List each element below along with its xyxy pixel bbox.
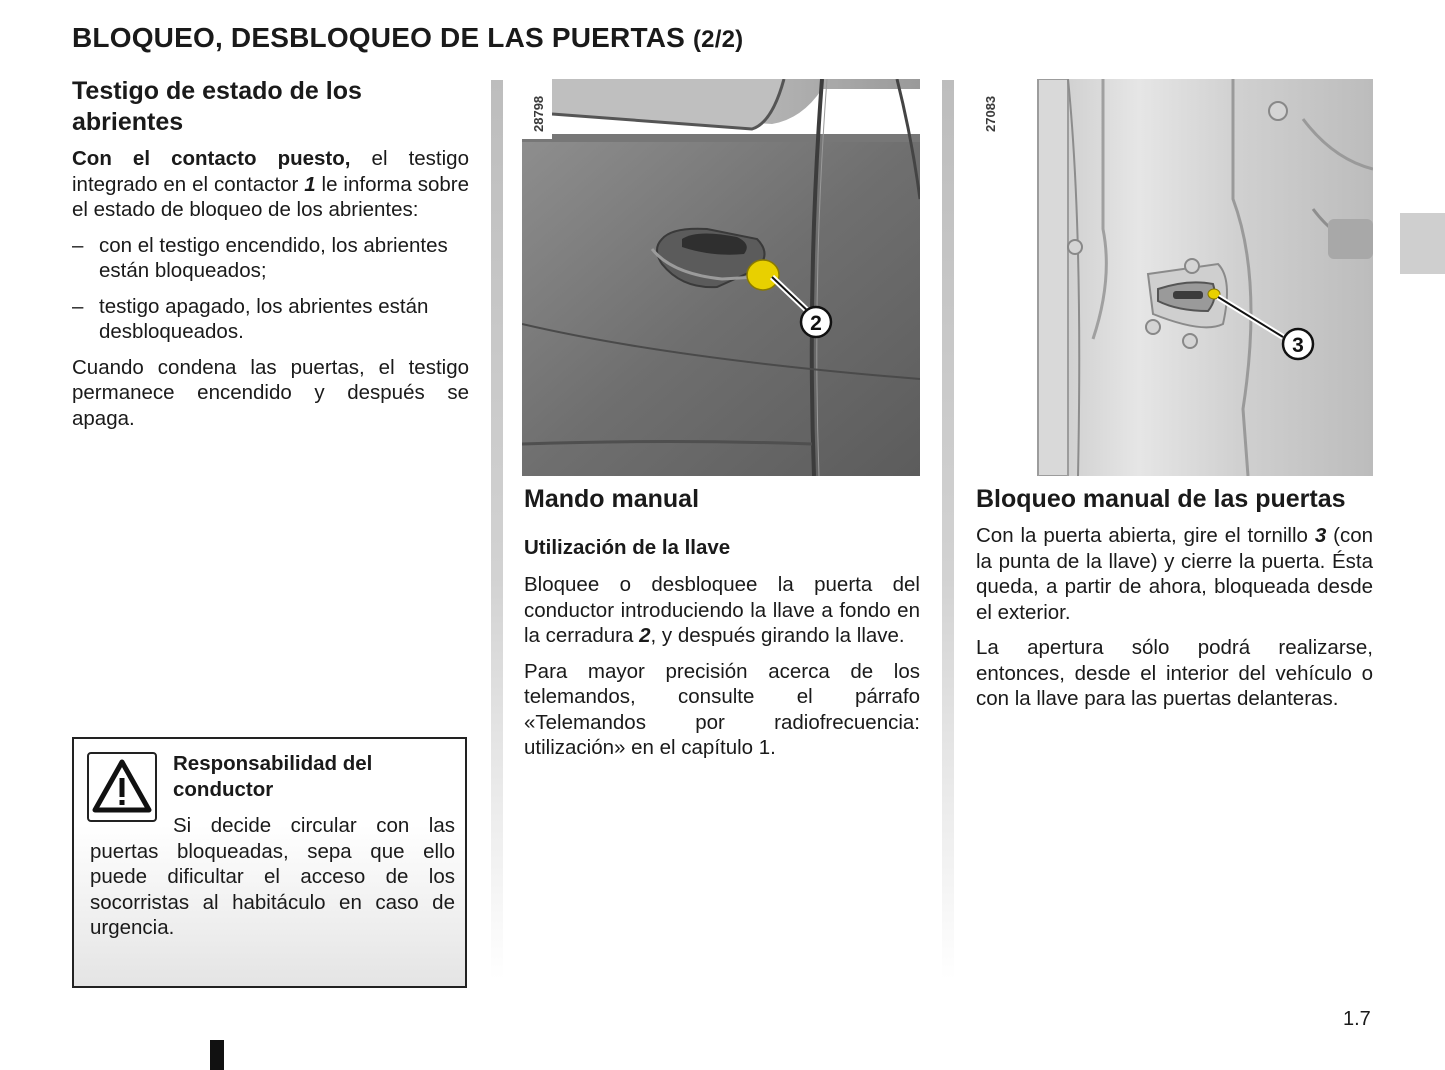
section-heading-manual: Mando manual bbox=[524, 485, 700, 513]
figure-door-lock bbox=[973, 79, 1373, 476]
lock-paragraph bbox=[976, 523, 1373, 625]
intro-paragraph bbox=[72, 146, 469, 223]
section-heading-status: Testigo de estado de los abrientes bbox=[72, 77, 362, 136]
remote-paragraph: Para mayor precisión acerca de los telemandos, consulte el párrafo «Telemandos por radiofrecuencia: utilización» en el capítulo 1. bbox=[524, 659, 920, 759]
column-status-indicator bbox=[72, 76, 469, 441]
door-lock-illustration bbox=[973, 79, 1373, 476]
page-title-main: BLOQUEO, DESBLOQUEO DE LAS PUERTAS bbox=[72, 22, 685, 53]
warning-box bbox=[72, 737, 467, 988]
page-number: 1.7 bbox=[1343, 1008, 1371, 1030]
warning-text: Si decide circular con las puertas bloqueadas, sepa que ello puede dificultar el acceso de los socorristas al habitáculo en caso de urgencia. bbox=[90, 814, 455, 939]
column-manual-lock bbox=[976, 484, 1373, 722]
section-body-status bbox=[72, 146, 469, 431]
warning-title: Responsabilidad del conductor bbox=[173, 752, 373, 801]
intro-bold: Con el contacto puesto, bbox=[72, 147, 351, 170]
intro-text-b: le informa sobre el estado de bloqueo de los abrientes: bbox=[72, 172, 469, 221]
ref-1: 1 bbox=[304, 172, 316, 196]
section-body-manual-lock bbox=[976, 523, 1373, 712]
door-handle-illustration bbox=[522, 79, 920, 476]
key-text-a: Bloquee o desbloquee la puerta del conductor introduciendo la llave a fondo en la cerradura bbox=[524, 573, 920, 647]
figure-number: 27083 bbox=[983, 95, 998, 132]
print-mark bbox=[210, 1040, 224, 1070]
figure-number: 28798 bbox=[531, 95, 546, 132]
ref-3: 3 bbox=[1314, 524, 1327, 547]
column-divider bbox=[942, 80, 954, 980]
page-title bbox=[72, 22, 743, 54]
key-paragraph bbox=[524, 572, 920, 649]
key-text-b: , y después girando la llave. bbox=[650, 624, 905, 647]
ref-2: 2 bbox=[639, 624, 651, 647]
chapter-tab bbox=[1400, 213, 1445, 274]
bullet-item: – testigo apagado, los abrientes están desbloqueados. bbox=[72, 294, 469, 345]
section-body-manual bbox=[524, 535, 920, 761]
callout-3: 3 bbox=[1292, 334, 1304, 357]
figure-door-handle bbox=[522, 79, 920, 476]
warning-triangle-icon bbox=[87, 752, 157, 822]
outro-paragraph: Cuando condena las puertas, el testigo permanece encendido y después se apaga. bbox=[72, 355, 469, 430]
bullet-item: – con el testigo encendido, los abrientes están bloqueados; bbox=[72, 233, 469, 284]
column-manual-control bbox=[524, 484, 920, 771]
lock-text-a: Con la puerta abierta, gire el tornillo bbox=[976, 524, 1315, 547]
opening-paragraph: La apertura sólo podrá realizarse, entonces, desde el interior del vehículo o con la llave para las puertas delanteras. bbox=[976, 636, 1373, 710]
section-heading-manual-lock: Bloqueo manual de las puertas bbox=[976, 485, 1346, 513]
status-bullet-list bbox=[72, 233, 469, 345]
page-title-suffix: (2/2) bbox=[692, 26, 744, 53]
column-divider bbox=[491, 80, 503, 980]
intro-text-a: el testigo integrado en el contactor bbox=[72, 147, 469, 196]
lock-text-b: (con la punta de la llave) y cierre la puerta. Ésta queda, a partir de ahora, bloqueada desde el exterior. bbox=[976, 524, 1374, 624]
subheading-key-use: Utilización de la llave bbox=[524, 536, 731, 559]
callout-2: 2 bbox=[810, 312, 822, 335]
